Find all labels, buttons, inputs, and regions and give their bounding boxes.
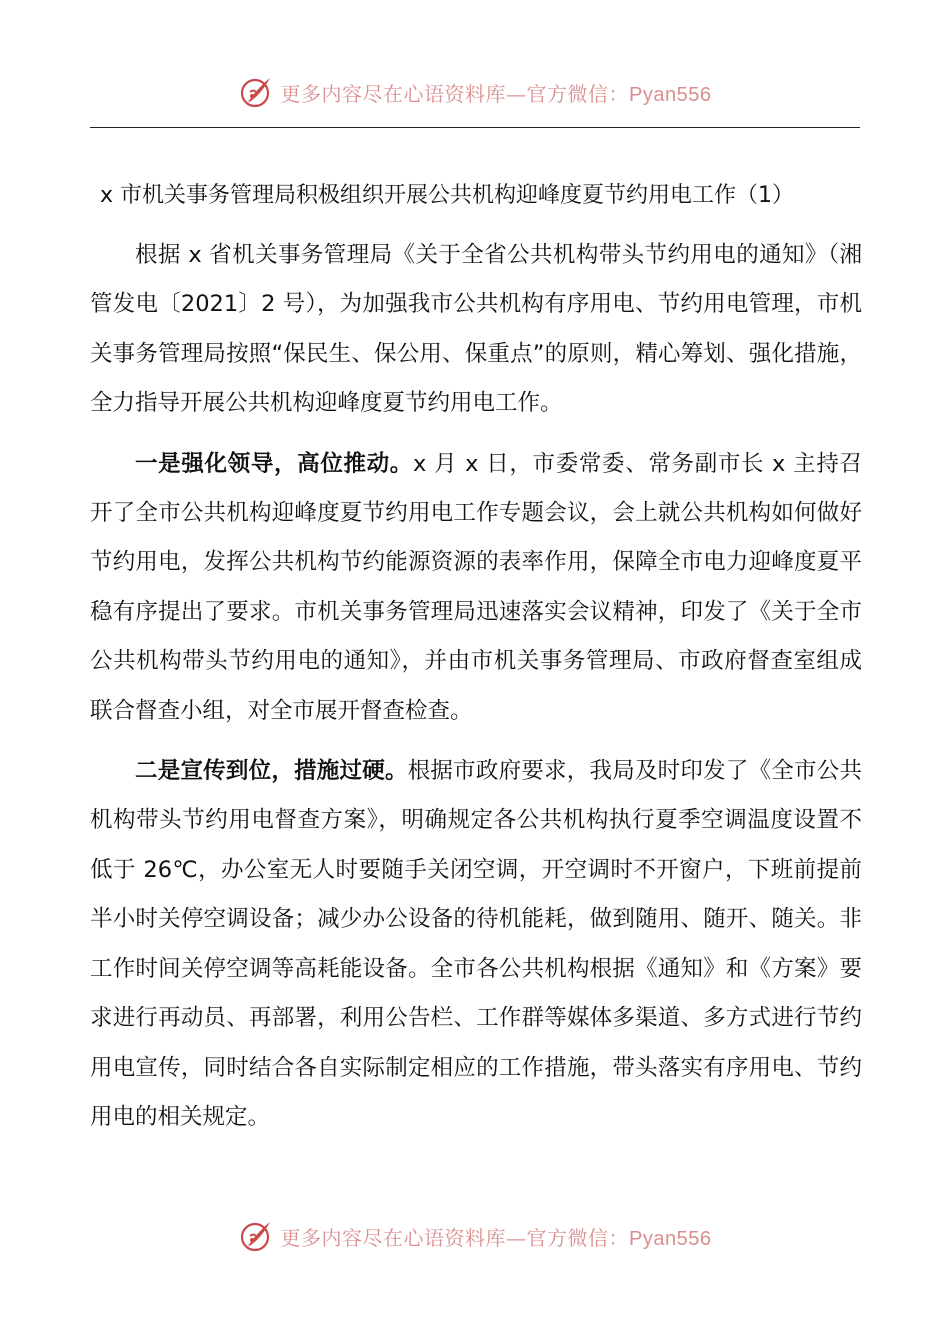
quill-logo-icon	[239, 75, 273, 109]
section-paragraph-1	[90, 440, 862, 736]
footer-banner-sep: —	[506, 1225, 527, 1250]
intro-paragraph: 根据 x 省机关事务管理局《关于全省公共机构带头节约用电的通知》（湘管发电〔2021〕2 号），为加强我市公共机构有序用电、节约用电管理，市机关事务管理局按照“保民生、保公用、保重点”的原则，精心筹划、强化措施，全力指导开展公共机构迎峰度夏节约用电工作。	[90, 242, 862, 417]
quill-logo-icon	[239, 1219, 273, 1253]
header-divider	[90, 127, 860, 128]
section-paragraph-2	[90, 747, 862, 1142]
header-banner-text	[281, 78, 712, 107]
header-banner-main: 更多内容尽在心语资料库	[280, 81, 507, 106]
document-title: x 市机关事务管理局积极组织开展公共机构迎峰度夏节约用电工作（1）	[100, 183, 795, 208]
footer-banner-wx-id: Pyan556	[629, 1227, 712, 1250]
header-banner-wx-id: Pyan556	[629, 83, 712, 106]
section-lead-1: 一是强化领导，高位推动。	[135, 450, 413, 477]
header-banner-wx-label: 官方微信：	[526, 81, 630, 106]
section-body-2: 根据市政府要求，我局及时印发了《全市公共机构带头节约用电督查方案》，明确规定各公共机构执行夏季空调温度设置不低于 26℃，办公室无人时要随手关闭空调，开空调时不开窗户，下班前提前半小时关停空调设备；减少办公设备的待机能耗，做到随用、随开、随关。非工作时间关停空调等高耗能设备。全市各公共机构根据《通知》和《方案》要求进行再动员、再部署，利用公告栏、工作群等媒体多渠道、多方式进行节约用电宣传，同时结合各自实际制定相应的工作措施，带头落实有序用电、节约用电的相关规定。	[90, 758, 862, 1130]
document-body	[90, 172, 862, 1142]
footer-banner-wx-label: 官方微信：	[526, 1225, 630, 1250]
footer-banner-main: 更多内容尽在心语资料库	[280, 1225, 507, 1250]
footer-banner-text	[281, 1222, 712, 1251]
header-banner	[0, 72, 950, 112]
header-banner-sep: —	[506, 81, 527, 106]
section-lead-2: 二是宣传到位，措施过硬。	[135, 758, 408, 785]
section-body-1: x 月 x 日，市委常委、常务副市长 x 主持召开了全市公共机构迎峰度夏节约用电工作专题会议，会上就公共机构如何做好节约用电，发挥公共机构节约能源资源的表率作用，保障全市电力迎峰度夏平稳有序提出了要求。市机关事务管理局迅速落实会议精神，印发了《关于全市公共机构带头节约用电的通知》，并由市机关事务管理局、市政府督查室组成联合督查小组，对全市展开督查检查。	[90, 450, 862, 724]
footer-banner	[0, 1216, 950, 1256]
